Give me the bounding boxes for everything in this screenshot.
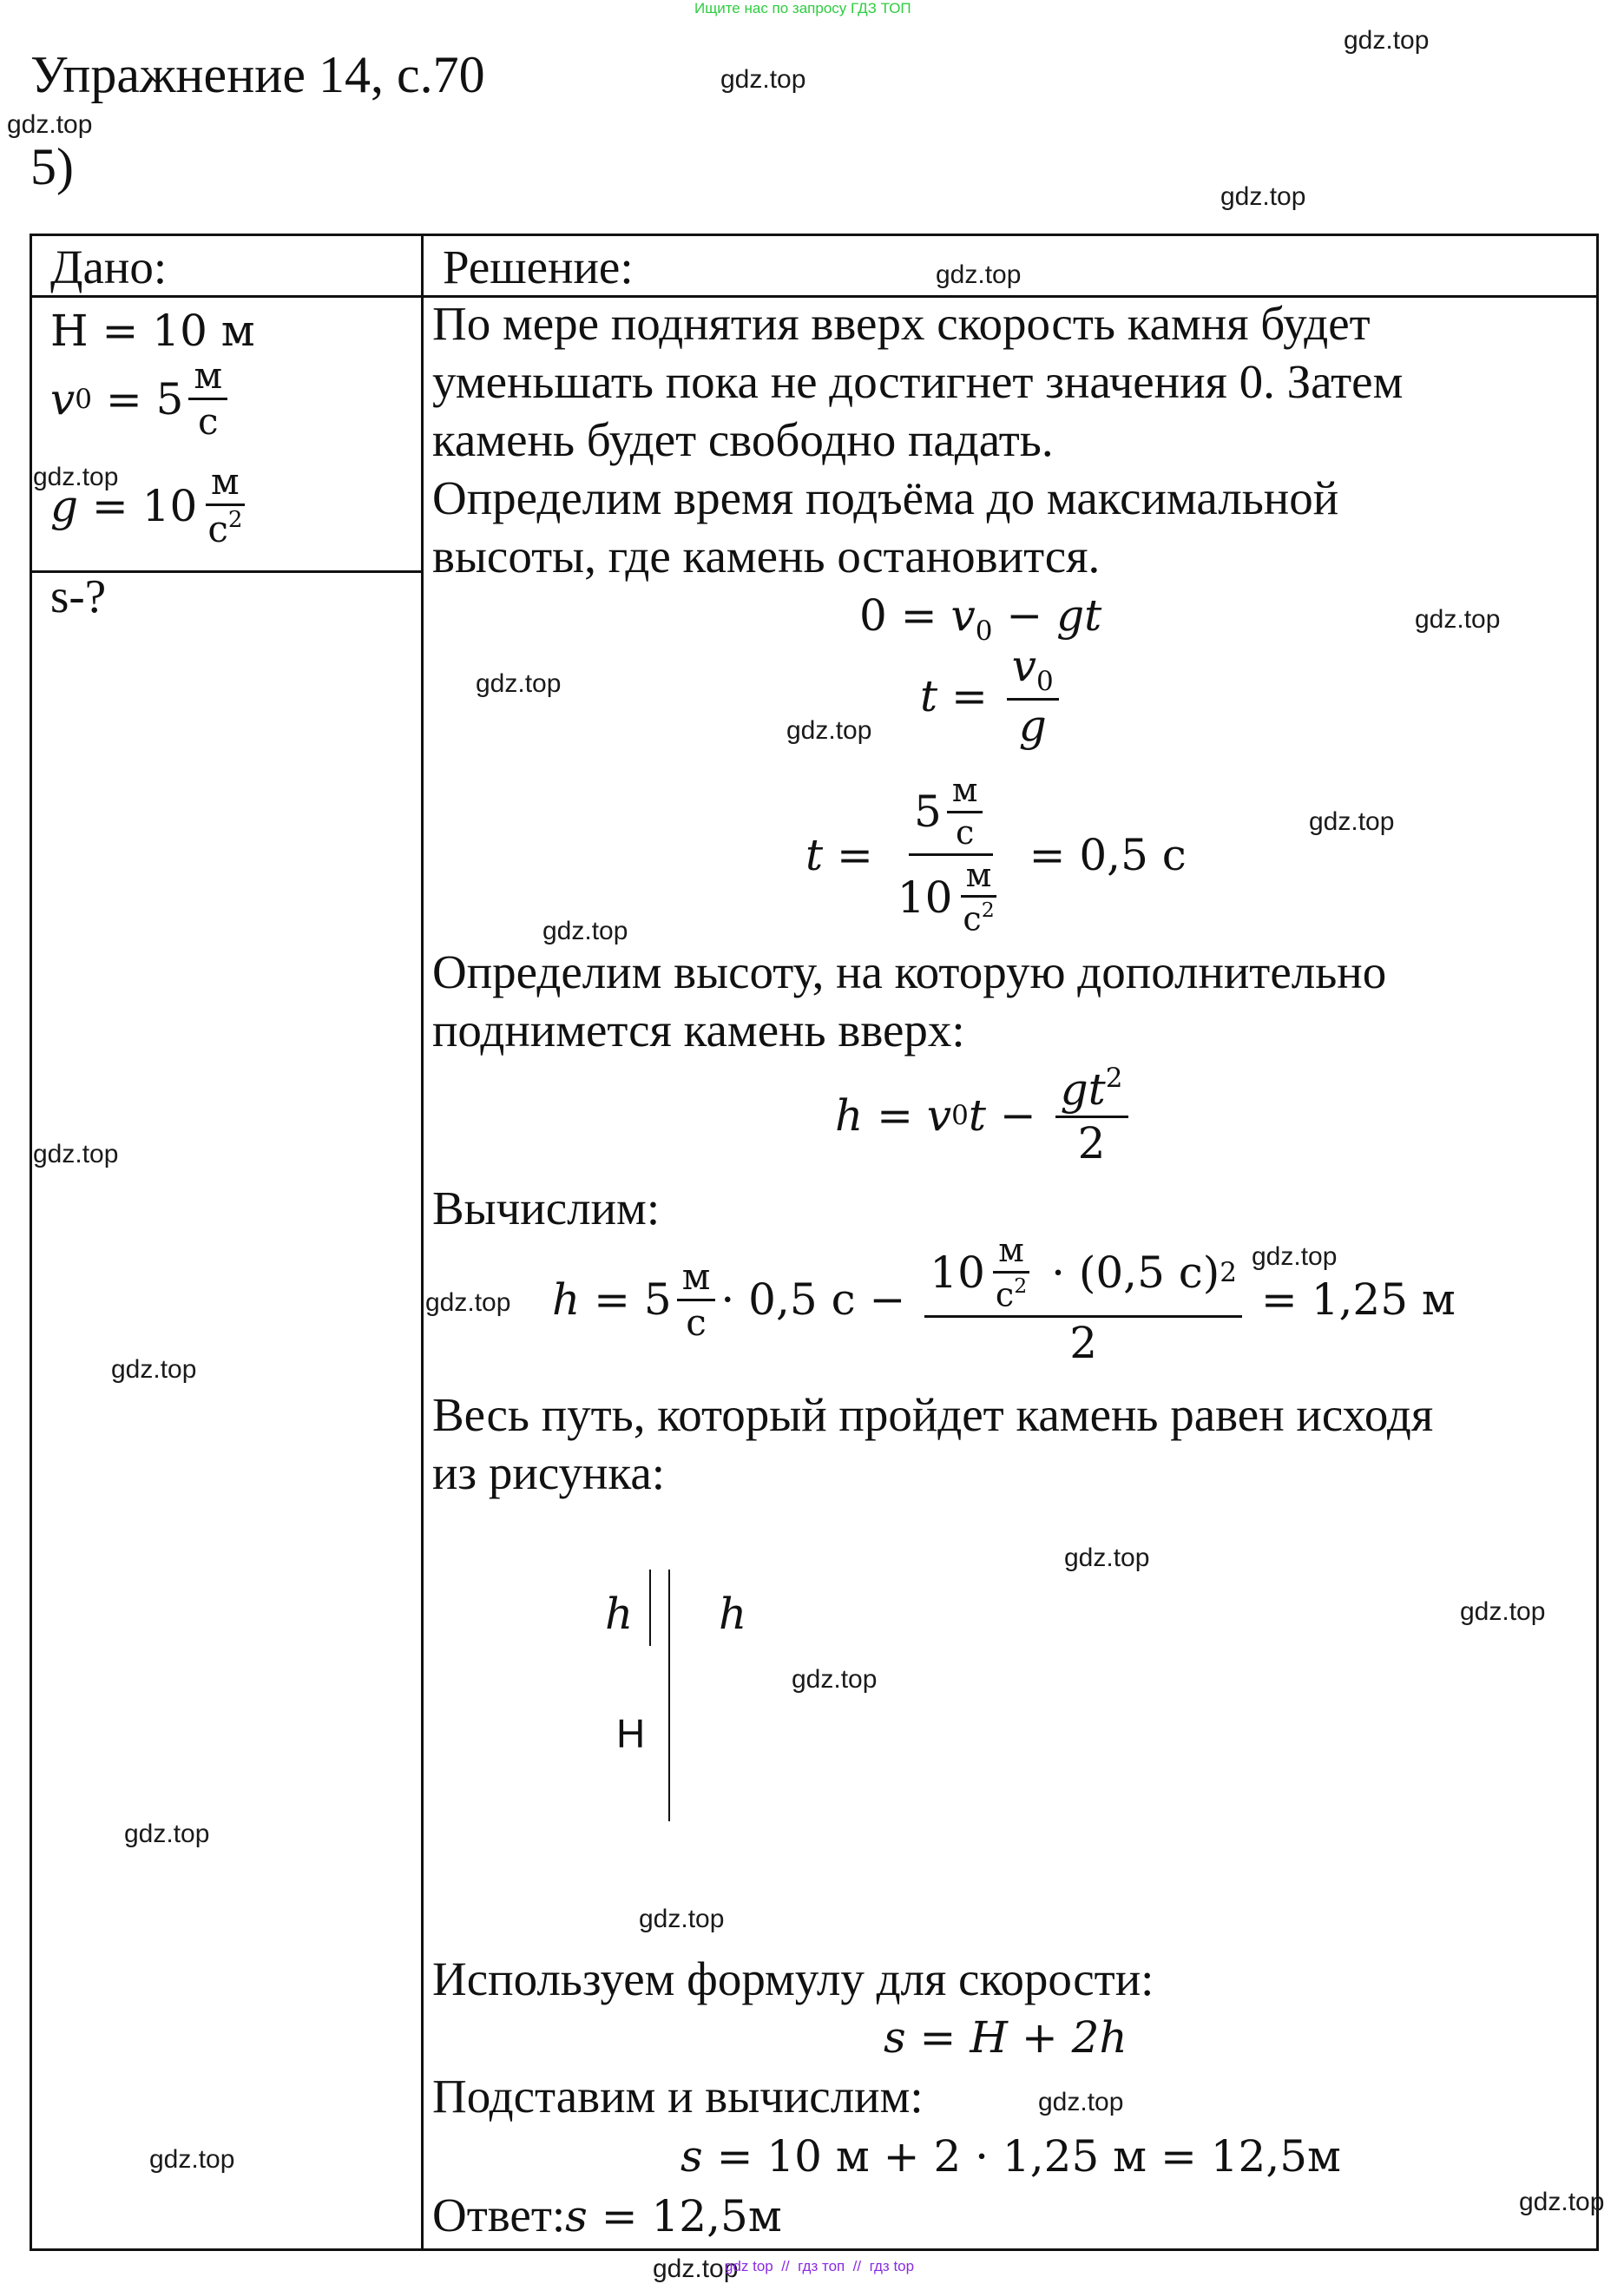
watermark: gdz.top xyxy=(1415,605,1501,634)
task-number: 5) xyxy=(30,138,74,195)
answer: Ответ:s = 12,5м xyxy=(432,2189,782,2241)
solution-text-9: Весь путь, который пройдет камень равен исходя xyxy=(432,1388,1434,1441)
given-v0 xyxy=(50,356,233,442)
watermark: gdz.top xyxy=(111,1355,197,1384)
find-s: s-? xyxy=(50,569,107,622)
footer-links[interactable]: gdz top // гдз топ // гдз top xyxy=(725,2258,915,2274)
g-symbol: g xyxy=(50,480,79,531)
equation-height-formula: h = v 0 t − $\frac{gt^2}{2}$ xyxy=(835,1063,1134,1168)
watermark: gdz.top xyxy=(792,1665,878,1694)
watermark: gdz.top xyxy=(1309,807,1395,836)
figure-line-short xyxy=(649,1570,651,1646)
exercise-title: Упражнение 14, с.70 xyxy=(30,46,485,103)
watermark: gdz.top xyxy=(149,2145,235,2174)
watermark: gdz.top xyxy=(425,1288,511,1317)
g-value: = 10 xyxy=(78,480,198,531)
solution-text-3: камень будет свободно падать. xyxy=(432,413,1054,466)
watermark: gdz.top xyxy=(1519,2188,1605,2216)
v0-unit-den: с xyxy=(198,400,219,444)
solution-text-8: Вычислим: xyxy=(432,1181,661,1234)
solution-text-10: из рисунка: xyxy=(432,1446,666,1499)
watermark: gdz.top xyxy=(1220,182,1306,211)
equation-height-value: h = 5 $\frac{м}{с}$ · 0,5 с − 10 $\frac{м}{с^2}$ · (0,5 с) 2 2 = 1,25 м xyxy=(552,1231,1456,1368)
figure-label-h-left: h xyxy=(605,1589,634,1639)
v0-symbol: v xyxy=(50,373,76,425)
solution-text-2: уменьшать пока не достигнет значения 0. Затем xyxy=(432,355,1404,408)
watermark: gdz.top xyxy=(1064,1544,1150,1572)
watermark: gdz.top xyxy=(653,2254,739,2283)
v0-value: = 5 xyxy=(91,373,184,425)
watermark: gdz.top xyxy=(124,1820,210,1848)
watermark: gdz.top xyxy=(33,463,119,491)
watermark: gdz.top xyxy=(639,1905,725,1933)
figure-label-h-right: h xyxy=(719,1589,747,1639)
solution-text-5: высоты, где камень остановится. xyxy=(432,530,1101,583)
equation-path-formula: s = H + 2h xyxy=(884,2012,1128,2063)
solution-text-11: Используем формулу для скорости: xyxy=(432,1952,1154,2005)
watermark: gdz.top xyxy=(33,1140,119,1168)
watermark: gdz.top xyxy=(786,716,872,745)
watermark: gdz.top xyxy=(476,669,562,698)
v0-subscript: 0 xyxy=(75,383,92,415)
watermark: gdz.top xyxy=(1038,2088,1124,2116)
solution-header: Решение: xyxy=(443,240,634,293)
figure-line-long xyxy=(668,1570,670,1821)
g-unit-num: м xyxy=(206,462,245,506)
solution-text-1: По мере поднятия вверх скорость камня будет xyxy=(432,297,1371,350)
given-H: H = 10 м xyxy=(50,306,255,356)
watermark: gdz.top xyxy=(1344,26,1430,55)
top-search-link[interactable]: Ищите нас по запросу ГДЗ ТОП xyxy=(694,0,911,16)
solution-text-12: Подставим и вычислим: xyxy=(432,2070,924,2123)
watermark: gdz.top xyxy=(720,65,806,94)
watermark: gdz.top xyxy=(936,260,1022,289)
equation-path-value: s = 10 м + 2 · 1,25 м = 12,5м xyxy=(681,2131,1341,2182)
figure-label-H: H xyxy=(616,1711,646,1756)
solution-text-7: поднимется камень вверх: xyxy=(432,1004,965,1056)
watermark: gdz.top xyxy=(1252,1242,1338,1271)
watermark: gdz.top xyxy=(1460,1597,1546,1626)
solution-text-4: Определим время подъёма до максимальной xyxy=(432,471,1339,524)
equation-velocity: $0 = v_0$ − gt xyxy=(859,590,1102,647)
g-unit-den: $с^2$ xyxy=(207,507,243,551)
solution-text-6: Определим высоту, на которую дополнительно xyxy=(432,945,1387,998)
given-header: Дано: xyxy=(50,240,168,293)
v0-unit-num: м xyxy=(188,356,227,400)
watermark: gdz.top xyxy=(7,110,93,139)
watermark: gdz.top xyxy=(542,917,628,945)
equation-time-formula: t = $\frac{v_0}{g}$ xyxy=(920,642,1064,750)
equation-time-value: t = 5 $\frac{м}{с}$ 10 $\frac{м}{с^2}$ = 0,5 с xyxy=(805,771,1187,938)
